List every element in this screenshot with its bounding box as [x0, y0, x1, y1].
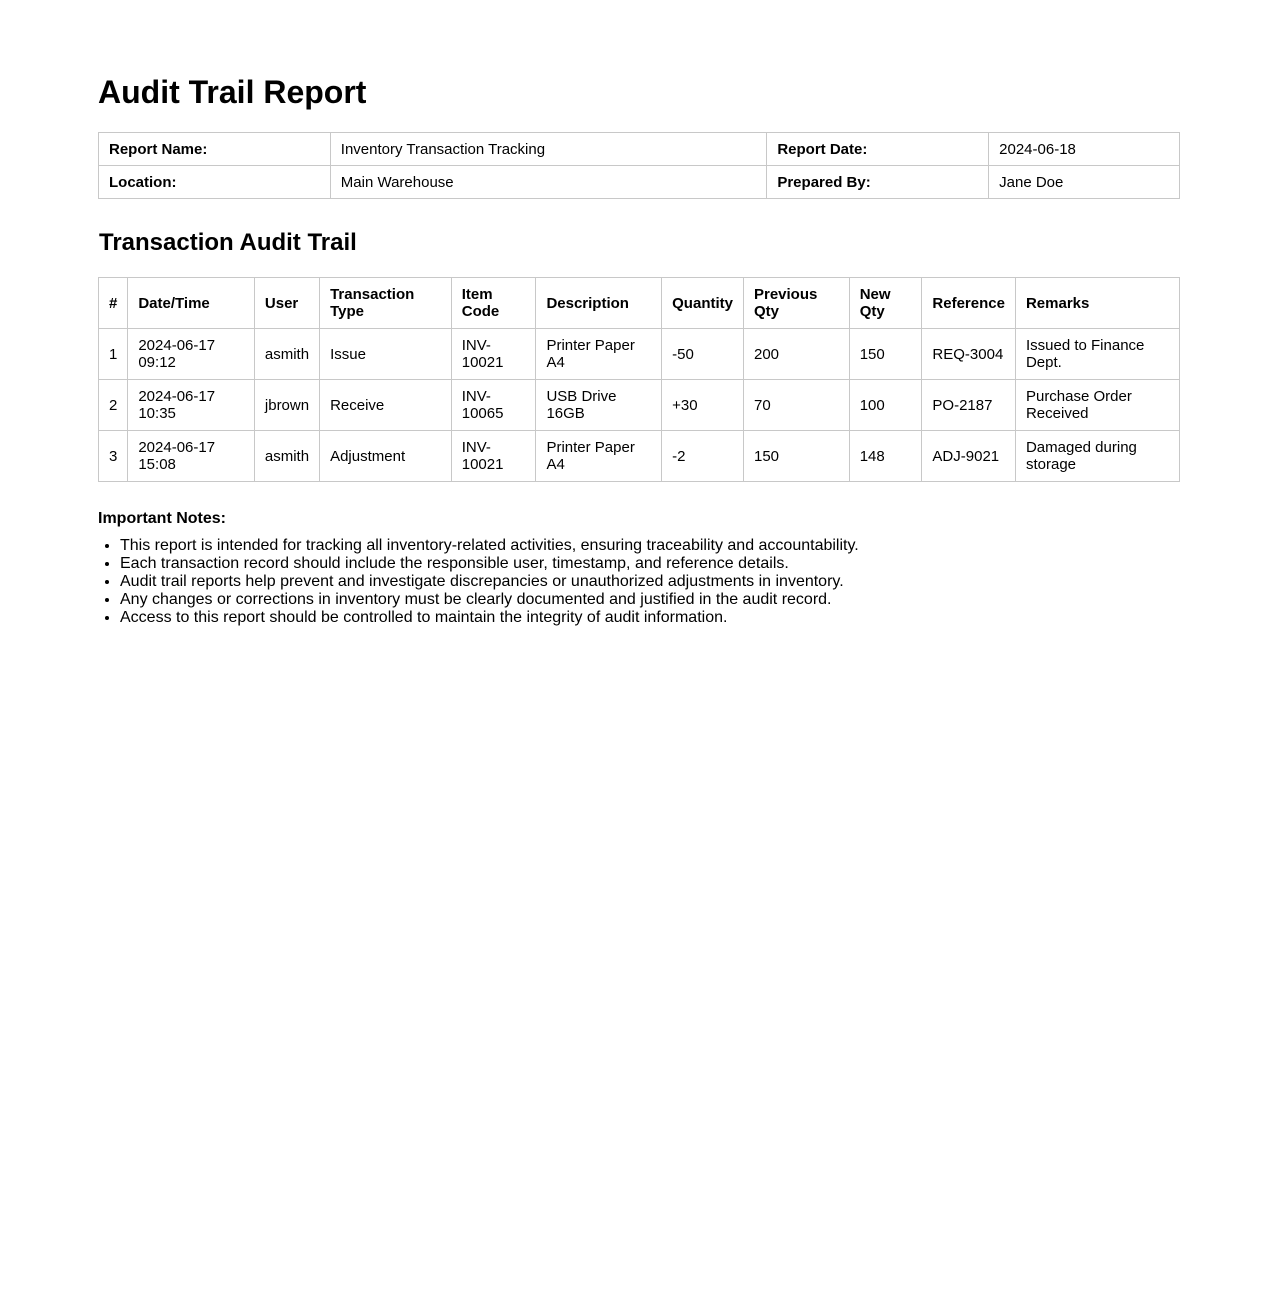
report-name-value: Inventory Transaction Tracking	[330, 133, 767, 166]
cell-description: Printer Paper A4	[536, 329, 662, 380]
cell-previous-qty: 70	[743, 380, 849, 431]
header-quantity: Quantity	[662, 278, 744, 329]
notes-list	[98, 537, 1180, 627]
cell-quantity: -50	[662, 329, 744, 380]
header-previous-qty: Previous Qty	[743, 278, 849, 329]
meta-row	[99, 133, 1180, 166]
cell-remarks: Damaged during storage	[1015, 431, 1179, 482]
cell-reference: ADJ-9021	[922, 431, 1016, 482]
header-description: Description	[536, 278, 662, 329]
cell-datetime: 2024-06-17 09:12	[128, 329, 255, 380]
table-row	[99, 329, 1180, 380]
report-name-label: Report Name:	[99, 133, 331, 166]
table-row	[99, 380, 1180, 431]
header-user: User	[254, 278, 319, 329]
cell-number: 1	[99, 329, 128, 380]
cell-transaction-type: Adjustment	[320, 431, 452, 482]
location-value: Main Warehouse	[330, 166, 767, 199]
cell-transaction-type: Receive	[320, 380, 452, 431]
page-title: Audit Trail Report	[98, 74, 367, 110]
location-label: Location:	[99, 166, 331, 199]
cell-user: asmith	[254, 431, 319, 482]
cell-reference: REQ-3004	[922, 329, 1016, 380]
report-date-label: Report Date:	[767, 133, 989, 166]
report-date-value: 2024-06-18	[989, 133, 1180, 166]
header-new-qty: New Qty	[849, 278, 922, 329]
header-datetime: Date/Time	[128, 278, 255, 329]
cell-item-code: INV-10021	[451, 431, 536, 482]
prepared-by-value: Jane Doe	[989, 166, 1180, 199]
cell-new-qty: 100	[849, 380, 922, 431]
cell-item-code: INV-10065	[451, 380, 536, 431]
cell-new-qty: 148	[849, 431, 922, 482]
cell-previous-qty: 200	[743, 329, 849, 380]
cell-new-qty: 150	[849, 329, 922, 380]
report-meta-table	[98, 132, 1180, 199]
list-item: • Each transaction record should include the responsible user, timestamp, and reference details.	[120, 555, 1180, 573]
cell-quantity: -2	[662, 431, 744, 482]
section-title: Transaction Audit Trail	[99, 229, 357, 256]
cell-remarks: Issued to Finance Dept.	[1015, 329, 1179, 380]
cell-reference: PO-2187	[922, 380, 1016, 431]
cell-quantity: +30	[662, 380, 744, 431]
header-remarks: Remarks	[1015, 278, 1179, 329]
cell-number: 2	[99, 380, 128, 431]
cell-datetime: 2024-06-17 10:35	[128, 380, 255, 431]
cell-number: 3	[99, 431, 128, 482]
table-header-row	[99, 278, 1180, 329]
cell-item-code: INV-10021	[451, 329, 536, 380]
cell-datetime: 2024-06-17 15:08	[128, 431, 255, 482]
cell-user: jbrown	[254, 380, 319, 431]
cell-transaction-type: Issue	[320, 329, 452, 380]
header-number: #	[99, 278, 128, 329]
header-item-code: Item Code	[451, 278, 536, 329]
prepared-by-label: Prepared By:	[767, 166, 989, 199]
cell-description: USB Drive 16GB	[536, 380, 662, 431]
list-item: • Audit trail reports help prevent and investigate discrepancies or unauthorized adjustments in inventory.	[120, 573, 1180, 591]
notes-title: Important Notes:	[98, 510, 226, 527]
table-row	[99, 431, 1180, 482]
transaction-table	[98, 277, 1180, 482]
cell-remarks: Purchase Order Received	[1015, 380, 1179, 431]
header-transaction-type: Transaction Type	[320, 278, 452, 329]
cell-previous-qty: 150	[743, 431, 849, 482]
list-item: • Access to this report should be controlled to maintain the integrity of audit information.	[120, 609, 1180, 627]
header-reference: Reference	[922, 278, 1016, 329]
list-item: • This report is intended for tracking all inventory-related activities, ensuring traceability and accountability.	[120, 537, 1180, 555]
cell-description: Printer Paper A4	[536, 431, 662, 482]
meta-row	[99, 166, 1180, 199]
cell-user: asmith	[254, 329, 319, 380]
list-item: • Any changes or corrections in inventory must be clearly documented and justified in the audit record.	[120, 591, 1180, 609]
